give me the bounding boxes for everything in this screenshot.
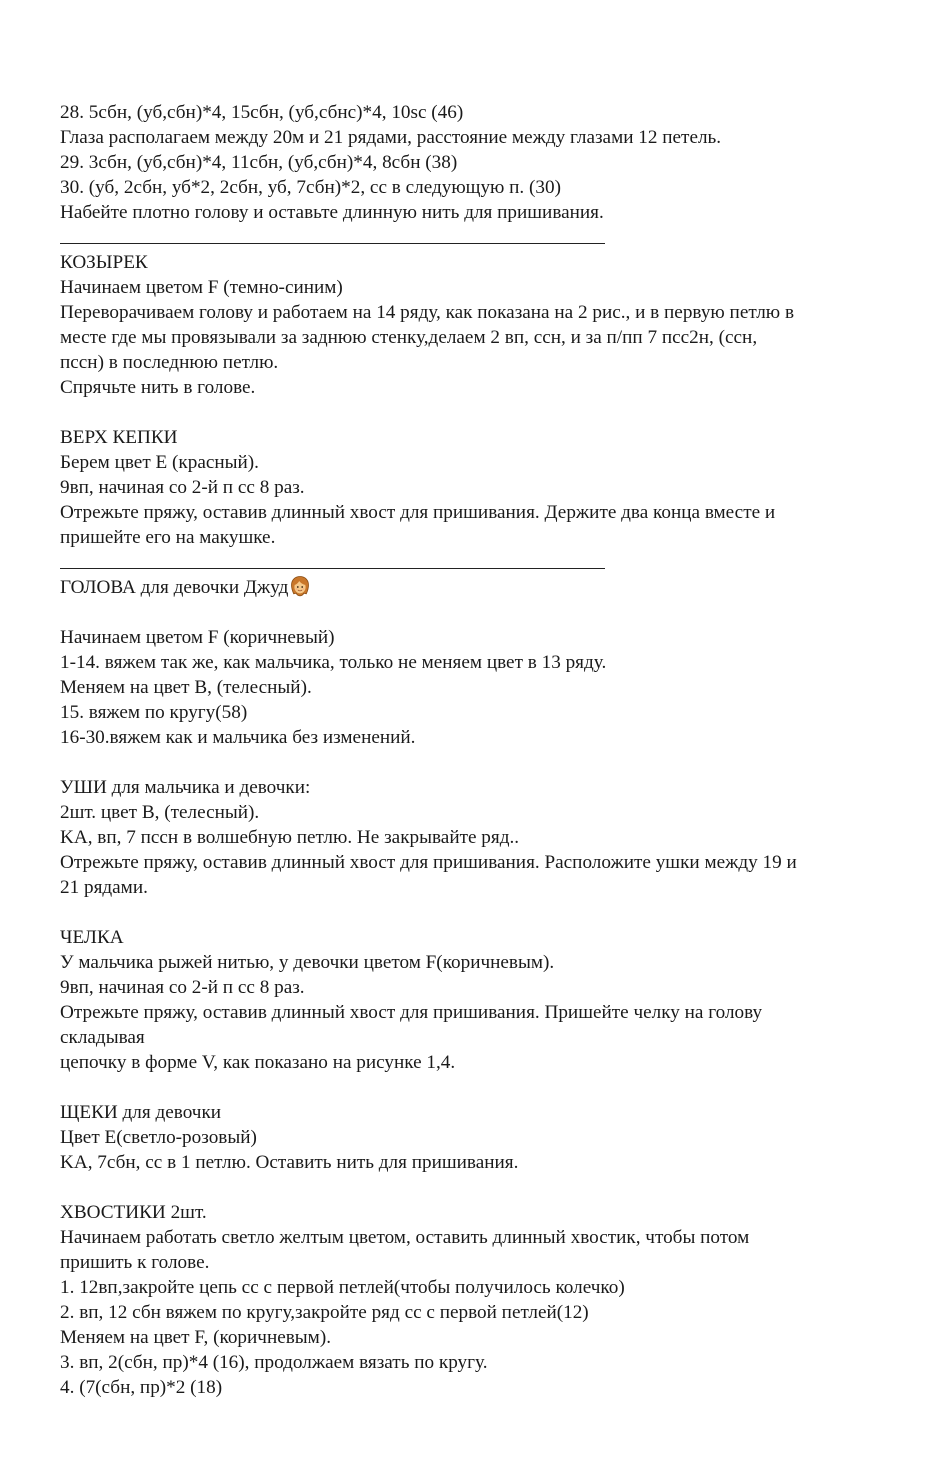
spacer — [60, 400, 910, 425]
text-line: складывая — [60, 1027, 145, 1048]
section-title: ГОЛОВА для девочки Джуд — [60, 577, 289, 598]
text-line: 1-14. вяжем так же, как мальчика, только не меняем цвет в 13 ряду. — [60, 652, 607, 673]
section-title-row — [60, 575, 910, 600]
spacer — [60, 600, 910, 625]
text-line: Берем цвет E (красный). — [60, 452, 259, 473]
text-line: KA, 7сбн, сс в 1 петлю. Оставить нить для пришивания. — [60, 1152, 519, 1173]
text-line: Набейте плотно голову и оставьте длинную нить для пришивания. — [60, 202, 604, 223]
ears-section — [60, 775, 910, 900]
text-line: 1. 12вп,закройте цепь сс с первой петлей(чтобы получилось колечко) — [60, 1277, 625, 1298]
ponytails-section — [60, 1200, 910, 1400]
text-line: Цвет E(светло-розовый) — [60, 1127, 257, 1148]
text-line: 30. (уб, 2сбн, уб*2, 2сбн, уб, 7сбн)*2, сс в следующую п. (30) — [60, 177, 561, 198]
text-line: Отрежьте пряжу, оставив длинный хвост для пришивания. Расположите ушки между 19 и — [60, 852, 797, 873]
text-line: 16-30.вяжем как и мальчика без изменений. — [60, 727, 416, 748]
section-title: ВЕРХ КЕПКИ — [60, 427, 178, 448]
text-line: Меняем на цвет F, (коричневым). — [60, 1327, 332, 1348]
text-line: Начинаем цветом F (коричневый) — [60, 627, 335, 648]
text-line: месте где мы провязывали за заднюю стенку,делаем 2 вп, ссн, и за п/пп 7 псс2н, (ссн, — [60, 327, 758, 348]
text-line: 9вп, начиная со 2-й п сс 8 раз. — [60, 977, 305, 998]
girl-head-section — [60, 575, 910, 750]
visor-section — [60, 250, 910, 400]
spacer — [60, 1175, 910, 1200]
text-line: У мальчика рыжей нитью, у девочки цветом F(коричневым). — [60, 952, 555, 973]
text-line: 29. 3сбн, (уб,сбн)*4, 11сбн, (уб,сбн)*4, 8сбн (38) — [60, 152, 458, 173]
text-line: 4. (7(сбн, пр)*2 (18) — [60, 1377, 223, 1398]
text-line: 2шт. цвет B, (телесный). — [60, 802, 260, 823]
section-title: КОЗЫРЕК — [60, 252, 148, 273]
section-title: ХВОСТИКИ 2шт. — [60, 1202, 207, 1223]
text-line: 9вп, начиная со 2-й п сс 8 раз. — [60, 477, 305, 498]
text-line: Начинаем работать светло желтым цветом, оставить длинный хвостик, чтобы потом — [60, 1227, 750, 1248]
text-line: KA, вп, 7 пссн в волшебную петлю. Не закрывайте ряд.. — [60, 827, 520, 848]
text-line: цепочку в форме V, как показано на рисунке 1,4. — [60, 1052, 456, 1073]
text-line: Меняем на цвет B, (телесный). — [60, 677, 312, 698]
spacer — [60, 900, 910, 925]
document-page — [60, 100, 910, 1400]
text-line: 21 рядами. — [60, 877, 148, 898]
text-line: 28. 5сбн, (уб,сбн)*4, 15сбн, (уб,сбнс)*4, 10sc (46) — [60, 102, 464, 123]
text-line: пришить к голове. — [60, 1252, 210, 1273]
cap-top-section — [60, 425, 910, 550]
cheeks-section — [60, 1100, 910, 1175]
section-title: ЩЕКИ для девочки — [60, 1102, 222, 1123]
spacer — [60, 1075, 910, 1100]
head-boy-section — [60, 100, 910, 225]
spacer — [60, 750, 910, 775]
text-line: Переворачиваем голову и работаем на 14 ряду, как показана на 2 рис., и в первую петлю в — [60, 302, 795, 323]
divider — [60, 550, 910, 575]
section-title: УШИ для мальчика и девочки: — [60, 777, 311, 798]
text-line: 3. вп, 2(сбн, пр)*4 (16), продолжаем вязать по кругу. — [60, 1352, 488, 1373]
section-title: ЧЕЛКА — [60, 927, 124, 948]
text-line: Глаза располагаем между 20м и 21 рядами, расстояние между глазами 12 петель. — [60, 127, 722, 148]
text-line: Отрежьте пряжу, оставив длинный хвост для пришивания. Держите два конца вместе и — [60, 502, 776, 523]
text-line: Начинаем цветом F (темно-синим) — [60, 277, 343, 298]
divider — [60, 225, 910, 250]
text-line: 15. вяжем по кругу(58) — [60, 702, 248, 723]
text-line: Спрячьте нить в голове. — [60, 377, 256, 398]
text-line: 2. вп, 12 сбн вяжем по кругу,закройте ряд сс с первой петлей(12) — [60, 1302, 589, 1323]
text-line: пссн) в последнюю петлю. — [60, 352, 279, 373]
text-line: пришейте его на макушке. — [60, 527, 276, 548]
girl-face-icon — [289, 575, 311, 597]
bangs-section — [60, 925, 910, 1075]
text-line: Отрежьте пряжу, оставив длинный хвост для пришивания. Пришейте челку на голову — [60, 1002, 763, 1023]
